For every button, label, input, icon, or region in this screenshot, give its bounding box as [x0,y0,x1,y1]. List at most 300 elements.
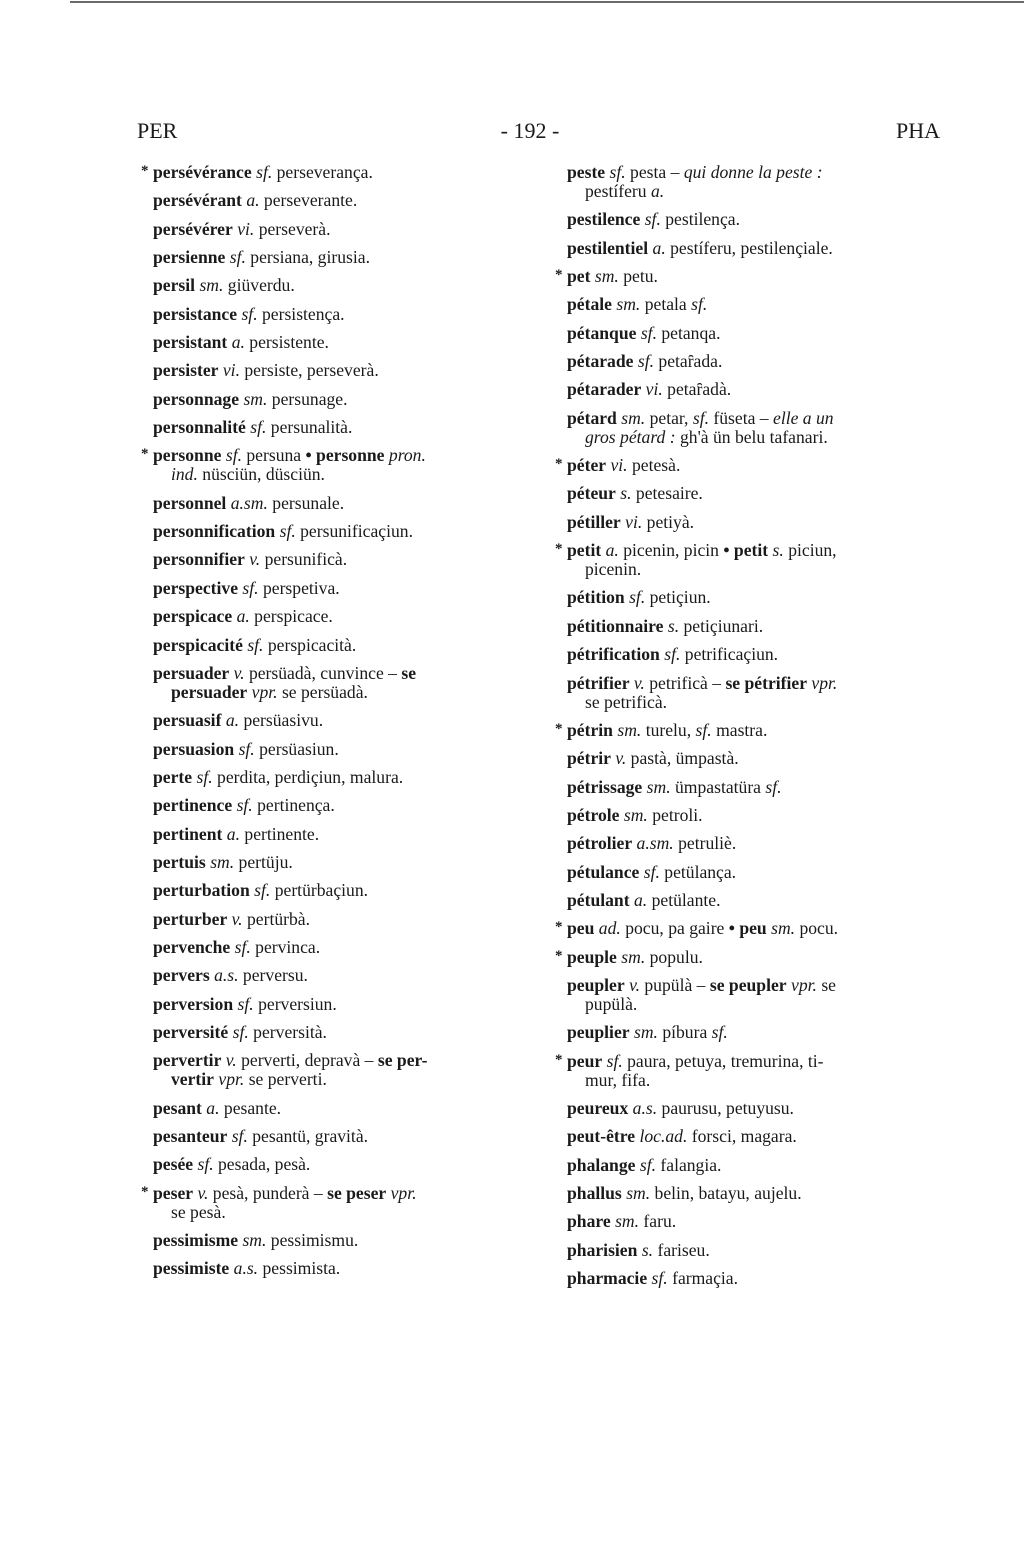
entry-headword: pestilence [567,209,641,230]
entry-definition: falangia. [656,1154,722,1175]
entry-headword: perspicace [153,606,233,627]
entry-definition: petruliè. [673,833,737,854]
entry-grammar: sm. [771,918,796,939]
entry-headword: peuple [567,946,617,967]
entry-definition: petaȓada. [654,351,723,372]
right-column [547,163,947,1297]
entry-definition: perversu. [238,965,308,986]
asterisk-marker: * [555,456,563,473]
entry-headword: persuader [153,662,230,683]
entry-headword: pétale [567,294,612,315]
entry-definition: petesaire. [631,483,703,504]
dictionary-entry [133,163,538,182]
entry-definition: gh'à ün belu tafanari. [675,426,828,447]
entry-headword: pesant [153,1097,202,1118]
entry-definition: pertürbà. [242,908,310,929]
entry-headword: persuasion [153,738,235,759]
entry-grammar: a. [226,823,240,844]
entry-grammar: sf. [629,587,646,608]
entry-subheadword: se peser [327,1182,387,1203]
entry-headword: peuplier [567,1022,630,1043]
dictionary-entry [547,749,947,768]
entry-definition: pessimista. [258,1258,341,1279]
entry-grammar: sf. [279,521,296,542]
dictionary-entry [133,305,538,324]
entry-grammar: sf. [197,1154,214,1175]
entry-grammar: sm. [616,294,641,315]
entry-headword: persistance [153,303,238,324]
entry-grammar: sm. [594,266,619,287]
dictionary-entry [133,881,538,900]
entry-definition: petiçiun. [645,587,711,608]
dictionary-entry [133,522,538,541]
entry-headword: pétrir [567,748,611,769]
entry-grammar: sm. [623,804,648,825]
dictionary-entry [547,1127,947,1146]
entry-headword: pétulant [567,889,630,910]
dictionary-entry [133,550,538,569]
entry-definition: petrificaçiun. [680,644,779,665]
entry-grammar: sf. [765,776,782,797]
entry-grammar: s. [772,540,784,561]
entry-definition: petu. [618,266,658,287]
asterisk-marker: * [555,919,563,936]
entry-subheadword: se pétrifier [725,672,808,693]
entry-continuation [567,182,947,201]
entry-grammar: sf. [711,1022,728,1043]
entry-grammar: ind. [171,464,198,485]
entry-definition: perseverança. [272,162,373,182]
entry-definition: pesante. [219,1097,282,1118]
entry-definition: fariseu. [653,1239,710,1260]
entry-definition: petar, [645,407,693,428]
entry-grammar: v. [225,1050,237,1071]
dictionary-entry [547,163,947,201]
entry-definition: paura, petuya, tremurina, ti- [622,1050,824,1071]
entry-grammar: sm. [621,946,646,967]
entry-grammar: v. [233,662,245,683]
entry-headword: peureux [567,1097,629,1118]
dictionary-entry [547,1269,947,1288]
entry-definition: se petrificà. [585,691,668,712]
entry-headword: péter [567,455,607,476]
entry-grammar: sm. [626,1183,651,1203]
entry-definition: pessimismu. [266,1230,359,1251]
entry-grammar: vi. [645,379,663,400]
entry-example: elle a un [773,407,834,428]
dictionary-entry [133,664,538,702]
entry-grammar: sf. [225,445,242,466]
entry-headword: peupler [567,974,625,995]
entry-definition: picenin, picin [618,540,724,561]
entry-subheadword: se peupler [709,974,787,995]
entry-definition: petiçiunari. [679,615,764,636]
entry-definition: pestíferu, pestilençiale. [665,237,833,258]
entry-headword: pessimisme [153,1230,239,1251]
entry-subheadword: se [401,662,417,683]
entry-definition: perspicacità. [263,634,357,655]
entry-definition: petrificà – [644,672,726,693]
entry-grammar: a. [231,332,245,353]
entry-definition: persiste, perseverà. [239,360,379,381]
entry-definition: pesantü, gravità. [247,1126,369,1146]
asterisk-marker: * [141,446,149,463]
entry-headword: pharmacie [567,1268,648,1289]
dictionary-entry [133,1184,538,1222]
entry-definition: persunage. [267,388,348,409]
entry-headword: pertinent [153,823,223,844]
entry-headword: pétitionnaire [567,615,664,636]
entry-grammar: sm. [633,1022,658,1043]
entry-definition: persunificà. [260,549,348,570]
entry-grammar: v. [629,974,640,995]
entry-headword: personnalité [153,417,246,438]
entry-subheadword: persuader [171,681,248,702]
entry-definition: pupülà. [585,993,638,1014]
entry-grammar: sf. [250,417,267,438]
entry-grammar: sf. [237,993,254,1014]
entry-definition: persistença. [257,303,345,324]
entry-headword: perturber [153,908,228,929]
dictionary-entry [547,834,947,853]
running-head-left: PER [137,118,178,143]
entry-grammar: vpr. [390,1182,417,1203]
dictionary-entry [547,1156,947,1175]
entry-grammar: sf. [256,162,273,182]
dictionary-entry [547,210,947,229]
entry-headword: petit [567,540,602,561]
entry-headword: pestilentiel [567,237,649,258]
entry-grammar: vi. [222,360,240,381]
dictionary-entry [133,1259,538,1278]
entry-grammar: a.sm. [230,492,268,513]
asterisk-marker: * [141,163,149,179]
entry-definition: persüasivu. [239,710,324,731]
entry-definition: persistente. [244,332,329,353]
dictionary-entry [133,220,538,239]
dictionary-entry [547,588,947,607]
entry-headword: phalange [567,1154,636,1175]
entry-definition: belin, batayu, aujelu. [650,1183,802,1203]
entry-definition: perspetiva. [258,577,340,598]
entry-headword: peu [567,918,595,939]
entry-definition: perdita, perdiçiun, malura. [212,766,404,787]
entry-definition: se [816,974,836,995]
entry-headword: persistant [153,332,228,353]
entry-grammar: sf. [695,719,712,740]
dictionary-entry [547,891,947,910]
dictionary-entry [547,484,947,503]
entry-grammar: sf. [609,162,626,182]
entry-headword: persuasif [153,710,222,731]
entry-definition: pertinente. [240,823,320,844]
entry-headword: perte [153,766,193,787]
entry-definition: pesta – [625,162,684,182]
dictionary-entry [547,239,947,258]
entry-headword: pétulance [567,861,640,882]
top-rule [70,1,1024,3]
dictionary-entry [547,324,947,343]
entry-definition: se pesà. [171,1201,226,1222]
entry-definition: perversiun. [253,993,337,1014]
entry-continuation [567,428,947,447]
entry-headword: persister [153,360,219,381]
dictionary-entry [547,919,947,938]
entry-definition: pocu, pa gaire [620,918,729,939]
entry-grammar: a.s. [214,965,239,986]
entry-definition: persüadà, cunvince – [244,662,402,683]
dictionary-entry [133,333,538,352]
dictionary-entry [547,778,947,797]
entry-subheadword: • personne [305,445,385,466]
entry-grammar: sf. [640,322,657,343]
dictionary-entry [547,948,947,967]
dictionary-entry [547,409,947,447]
entry-continuation [153,683,538,702]
entry-definition: petiyà. [642,511,695,532]
entry-grammar: sf. [241,303,258,324]
entry-definition: faru. [639,1211,677,1232]
entry-definition: persiana, girusia. [245,247,370,268]
entry-grammar: sm. [199,275,224,296]
dictionary-entry [133,579,538,598]
entry-grammar: a. [246,190,260,211]
dictionary-entry [547,721,947,740]
entry-grammar: sf. [644,209,661,230]
entry-definition: persunalità. [266,417,353,438]
entry-headword: pertinence [153,795,233,816]
entry-headword: pétrification [567,644,660,665]
entry-headword: persévérer [153,218,233,239]
entry-grammar: pron. [388,445,426,466]
dictionary-entry [133,636,538,655]
entry-definition: pestilença. [660,209,740,230]
entry-grammar: vpr. [811,672,838,693]
entry-subheadword: se per- [377,1050,428,1071]
entry-headword: pétard [567,407,617,428]
entry-definition: pertürbaçiun. [270,880,369,901]
dictionary-entry [133,740,538,759]
dictionary-entry [133,1023,538,1042]
entry-grammar: sf. [254,880,271,901]
asterisk-marker: * [555,1051,563,1068]
entry-definition: pertüju. [234,851,293,872]
entry-grammar: sf. [238,738,255,759]
entry-definition: pocu. [795,918,839,939]
entry-definition: petala [640,294,692,315]
entry-headword: personnification [153,521,276,542]
running-head-right: PHA [895,118,940,143]
entry-headword: pétrolier [567,833,633,854]
entry-headword: pet [567,266,591,287]
entry-grammar: ad. [598,918,621,939]
entry-grammar: vi. [625,511,643,532]
dictionary-entry [133,796,538,815]
entry-headword: pervenche [153,936,231,957]
dictionary-entry [133,768,538,787]
dictionary-entry [133,361,538,380]
dictionary-entry [547,352,947,371]
entry-headword: pétrissage [567,776,643,797]
entry-headword: personnage [153,388,240,409]
entry-headword: pétrifier [567,672,630,693]
entry-grammar: sm. [615,1211,640,1232]
dictionary-entry [133,1099,538,1118]
dictionary-entry [133,711,538,730]
entry-headword: pharisien [567,1239,638,1260]
page-number: - 192 - [500,118,560,143]
dictionary-entry [133,853,538,872]
dictionary-entry [133,1127,538,1146]
entry-headword: pesanteur [153,1126,228,1146]
dictionary-entry [547,295,947,314]
entry-grammar: a. [605,540,619,561]
dictionary-entry [133,390,538,409]
entry-definition: picenin. [585,559,642,580]
entry-definition: füseta – [709,407,774,428]
entry-grammar: sm. [242,1230,267,1251]
entry-grammar: s. [620,483,632,504]
entry-grammar: sf. [651,1268,668,1289]
entry-headword: personnel [153,492,227,513]
entry-definition: pesà, punderà – [208,1182,328,1203]
entry-grammar: v. [231,908,243,929]
entry-grammar: sf. [691,294,708,315]
entry-headword: pessimiste [153,1258,230,1279]
entry-grammar: s. [641,1239,654,1260]
entry-definition: forsci, magara. [687,1126,797,1147]
entry-headword: pétarade [567,351,634,372]
entry-grammar: sf. [639,1154,656,1175]
entry-subheadword: • peu [728,918,767,939]
entry-continuation [567,560,947,579]
dictionary-entry [133,248,538,267]
entry-grammar: sf. [643,861,660,882]
entry-definition: mur, fifa. [585,1069,651,1090]
entry-grammar: s. [667,615,680,636]
dictionary-entry [547,541,947,579]
dictionary-entry [133,995,538,1014]
entry-headword: péteur [567,483,616,504]
entry-headword: pétanque [567,322,637,343]
entry-definition: petülança. [659,861,737,882]
entry-definition: persuna [241,445,306,466]
entry-headword: pétiller [567,511,621,532]
dictionary-entry [133,938,538,957]
dictionary-entry [133,446,538,484]
entry-grammar: sf. [692,407,709,428]
entry-headword: pétrole [567,804,620,825]
entry-headword: phallus [567,1183,622,1203]
entry-grammar: a. [652,237,666,258]
entry-definition: perverti, depravà – [236,1050,378,1071]
entry-headword: pétrin [567,719,613,740]
entry-definition: píbura [657,1022,712,1043]
entry-grammar: vi. [610,455,628,476]
dictionary-entry [133,1051,538,1089]
entry-headword: pertuis [153,851,206,872]
dictionary-entry [133,418,538,437]
entry-definition: pupülà – [639,974,710,995]
entry-grammar: loc.ad. [639,1126,688,1147]
entry-grammar: vpr. [218,1069,245,1090]
entry-definition: perspicace. [249,606,333,627]
entry-grammar: v. [197,1182,209,1203]
entry-definition: persunale. [267,492,345,513]
entry-headword: perspective [153,577,239,598]
entry-grammar: vpr. [791,974,817,995]
entry-definition: pertinença. [252,795,335,816]
entry-definition: se perverti. [244,1069,327,1090]
entry-headword: personnifier [153,549,245,570]
entry-grammar: sm. [646,776,671,797]
entry-grammar: a.s. [632,1097,658,1118]
entry-definition: giüverdu. [223,275,295,296]
dictionary-entry [133,607,538,626]
dictionary-entry [547,806,947,825]
entry-grammar: a. [633,889,648,910]
dictionary-entry [547,267,947,286]
entry-definition: perseverà. [254,218,331,239]
asterisk-marker: * [555,267,563,284]
entry-grammar: sf. [247,634,264,655]
dictionary-entry [547,1241,947,1260]
entry-grammar: v. [633,672,645,693]
entry-headword: peste [567,162,606,182]
entry-headword: pétarader [567,379,642,400]
dictionary-entry [547,513,947,532]
page-header [0,118,1024,154]
entry-definition: perseverante. [259,190,358,211]
entry-grammar: sf. [231,1126,248,1146]
entry-headword: peur [567,1050,603,1071]
entry-headword: pesée [153,1154,194,1175]
entry-grammar: sm. [617,719,642,740]
entry-definition: petanqa. [656,322,721,343]
entry-definition: nüsciün, düsciün. [197,464,325,485]
dictionary-entry [547,976,947,1014]
dictionary-entry [547,645,947,664]
dictionary-entry [547,380,947,399]
entry-grammar: sf. [236,795,253,816]
entry-grammar: vpr. [251,681,278,702]
entry-definition: pesada, pesà. [213,1154,311,1175]
entry-grammar: a. [225,710,240,731]
dictionary-entry [133,1155,538,1174]
asterisk-marker: * [141,1183,149,1200]
entry-definition: persunificaçiun. [295,521,413,542]
entry-definition: persüasiun. [254,738,339,759]
entry-definition: pastà, ümpastà. [626,748,739,769]
entry-grammar: a. [206,1097,220,1118]
entry-definition: petesà. [627,455,681,476]
entry-headword: pervertir [153,1050,222,1071]
dictionary-entry [133,494,538,513]
dictionary-entry [547,617,947,636]
entry-grammar: vi. [237,218,255,239]
entry-headword: perspicacité [153,634,243,655]
dictionary-entry [547,1023,947,1042]
entry-headword: peut-être [567,1126,636,1147]
entry-subheadword: • petit [723,540,769,561]
entry-headword: peser [153,1182,194,1203]
entry-grammar: a. [236,606,250,627]
entry-definition: piciun, [783,540,837,561]
entry-continuation [153,1203,538,1222]
entry-definition: petaȓadà. [662,379,732,400]
entry-grammar: v. [249,549,261,570]
dictionary-entry [547,1184,947,1203]
